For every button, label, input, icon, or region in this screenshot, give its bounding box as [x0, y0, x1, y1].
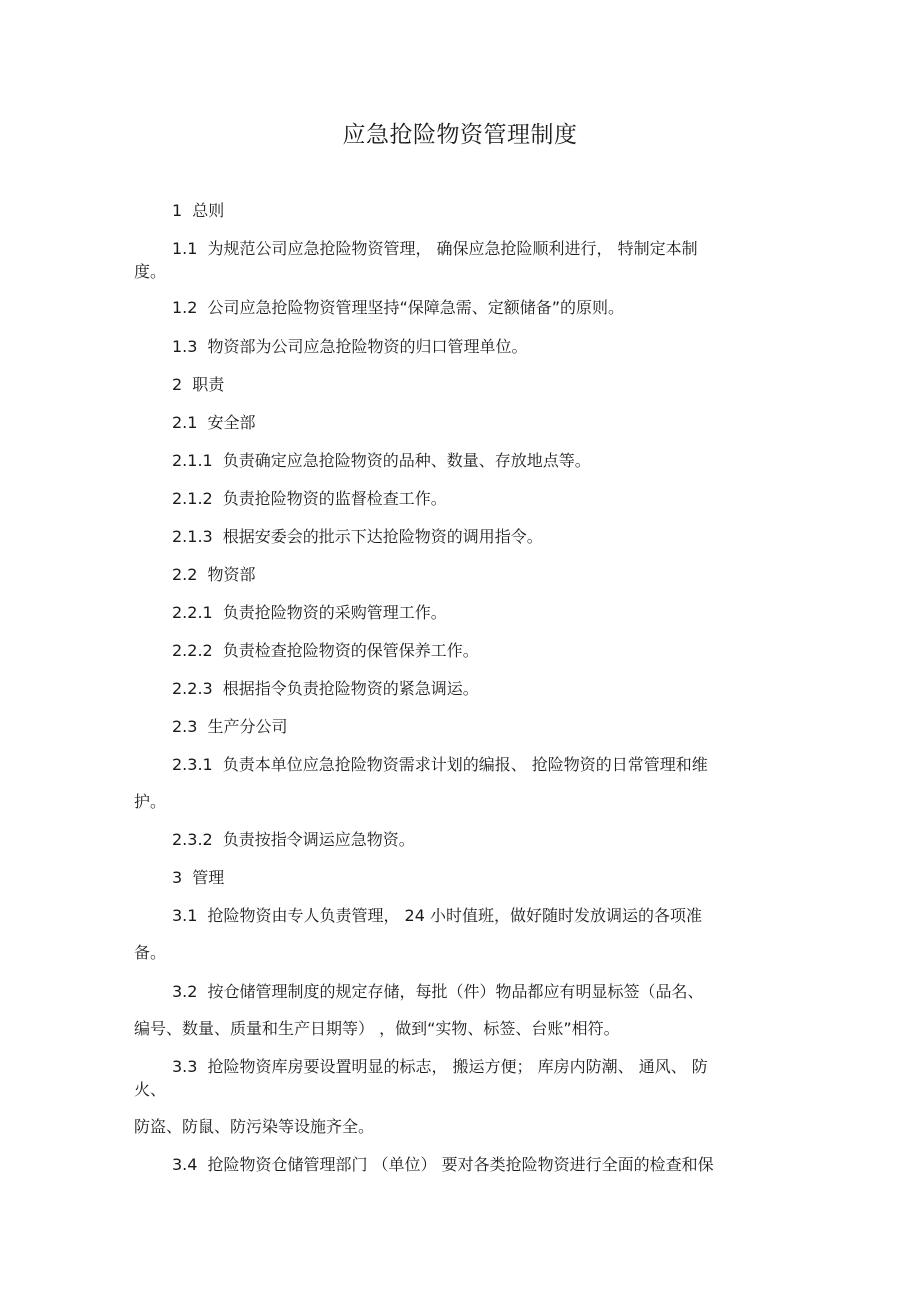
section-text: 抢险物资由专人负责管理， 24 小时值班，做好随时发放调运的各项准: [207, 906, 702, 925]
section-line: [172, 565, 255, 585]
section-number: 2.2.1: [172, 603, 213, 622]
section-line: [172, 906, 702, 926]
section-text: 根据指令负责抢险物资的紧急调运。: [222, 679, 479, 698]
section-number: 2.2: [172, 565, 198, 584]
section-line: [172, 1057, 708, 1077]
section-text: 编号、数量、质量和生产日期等） ，做到“实物、标签、台账”相符。: [134, 1019, 620, 1038]
section-text: 抢险物资仓储管理部门 （单位） 要对各类抢险物资进行全面的检查和保: [207, 1155, 714, 1174]
section-number: 3.2: [172, 982, 198, 1001]
section-line: [172, 298, 624, 318]
section-line: [172, 603, 447, 623]
section-number: 1: [172, 201, 183, 220]
section-number: 1.3: [172, 337, 198, 356]
section-line: [172, 489, 447, 509]
section-text: 负责按指令调运应急物资。: [222, 830, 415, 849]
section-line: [172, 413, 255, 433]
section-number: 2.1.2: [172, 489, 213, 508]
section-text: 总则: [192, 201, 225, 220]
section-text: 生产分公司: [207, 717, 288, 736]
continuation-line: [134, 262, 166, 282]
continuation-line: [134, 792, 166, 812]
section-number: 3.4: [172, 1155, 198, 1174]
section-text: 安全部: [207, 413, 256, 432]
section-line: [172, 451, 591, 471]
section-text: 火、: [134, 1080, 167, 1099]
section-text: 抢险物资库房要设置明显的标志， 搬运方便； 库房内防潮、 通风、 防: [207, 1057, 708, 1076]
section-line: [172, 982, 703, 1002]
section-text: 度。: [134, 262, 167, 281]
section-line: [172, 679, 479, 699]
section-number: 3.1: [172, 906, 198, 925]
document-title: 应急抢险物资管理制度: [342, 122, 578, 148]
section-number: 2: [172, 375, 183, 394]
section-text: 备。: [134, 943, 167, 962]
section-text: 管理: [192, 868, 225, 887]
section-line: [172, 337, 527, 357]
section-number: 2.3.2: [172, 830, 213, 849]
section-line: [172, 868, 224, 888]
continuation-line: [134, 1080, 166, 1100]
section-text: 护。: [134, 792, 167, 811]
section-text: 物资部: [207, 565, 256, 584]
section-number: 2.2.3: [172, 679, 213, 698]
section-number: 2.3.1: [172, 755, 213, 774]
section-text: 根据安委会的批示下达抢险物资的调用指令。: [222, 527, 543, 546]
section-text: 为规范公司应急抢险物资管理， 确保应急抢险顺利进行， 特制定本制: [207, 239, 698, 258]
section-line: [172, 1155, 714, 1175]
section-number: 3: [172, 868, 183, 887]
section-number: 2.3: [172, 717, 198, 736]
section-number: 2.2.2: [172, 641, 213, 660]
section-line: [172, 375, 224, 395]
section-text: 负责本单位应急抢险物资需求计划的编报、 抢险物资的日常管理和维: [222, 755, 708, 774]
section-line: [172, 201, 224, 221]
continuation-line: [134, 1019, 620, 1039]
section-text: 负责检查抢险物资的保管保养工作。: [222, 641, 479, 660]
section-number: 1.1: [172, 239, 198, 258]
continuation-line: [134, 1117, 374, 1137]
section-line: [172, 641, 479, 661]
section-line: [172, 830, 415, 850]
section-number: 3.3: [172, 1057, 198, 1076]
section-text: 职责: [192, 375, 225, 394]
section-text: 负责确定应急抢险物资的品种、数量、存放地点等。: [222, 451, 591, 470]
section-line: [172, 239, 698, 259]
section-text: 公司应急抢险物资管理坚持“保障急需、定额储备”的原则。: [207, 298, 625, 317]
section-number: 1.2: [172, 298, 198, 317]
section-text: 按仓储管理制度的规定存储，每批（件）物品都应有明显标签（品名、: [207, 982, 704, 1001]
section-line: [172, 717, 287, 737]
section-text: 物资部为公司应急抢险物资的归口管理单位。: [207, 337, 528, 356]
section-text: 负责抢险物资的采购管理工作。: [222, 603, 447, 622]
section-number: 2.1.3: [172, 527, 213, 546]
continuation-line: [134, 943, 166, 963]
section-line: [172, 527, 543, 547]
section-text: 防盗、防鼠、防污染等设施齐全。: [134, 1117, 375, 1136]
section-line: [172, 755, 708, 775]
section-number: 2.1.1: [172, 451, 213, 470]
section-number: 2.1: [172, 413, 198, 432]
section-text: 负责抢险物资的监督检查工作。: [222, 489, 447, 508]
